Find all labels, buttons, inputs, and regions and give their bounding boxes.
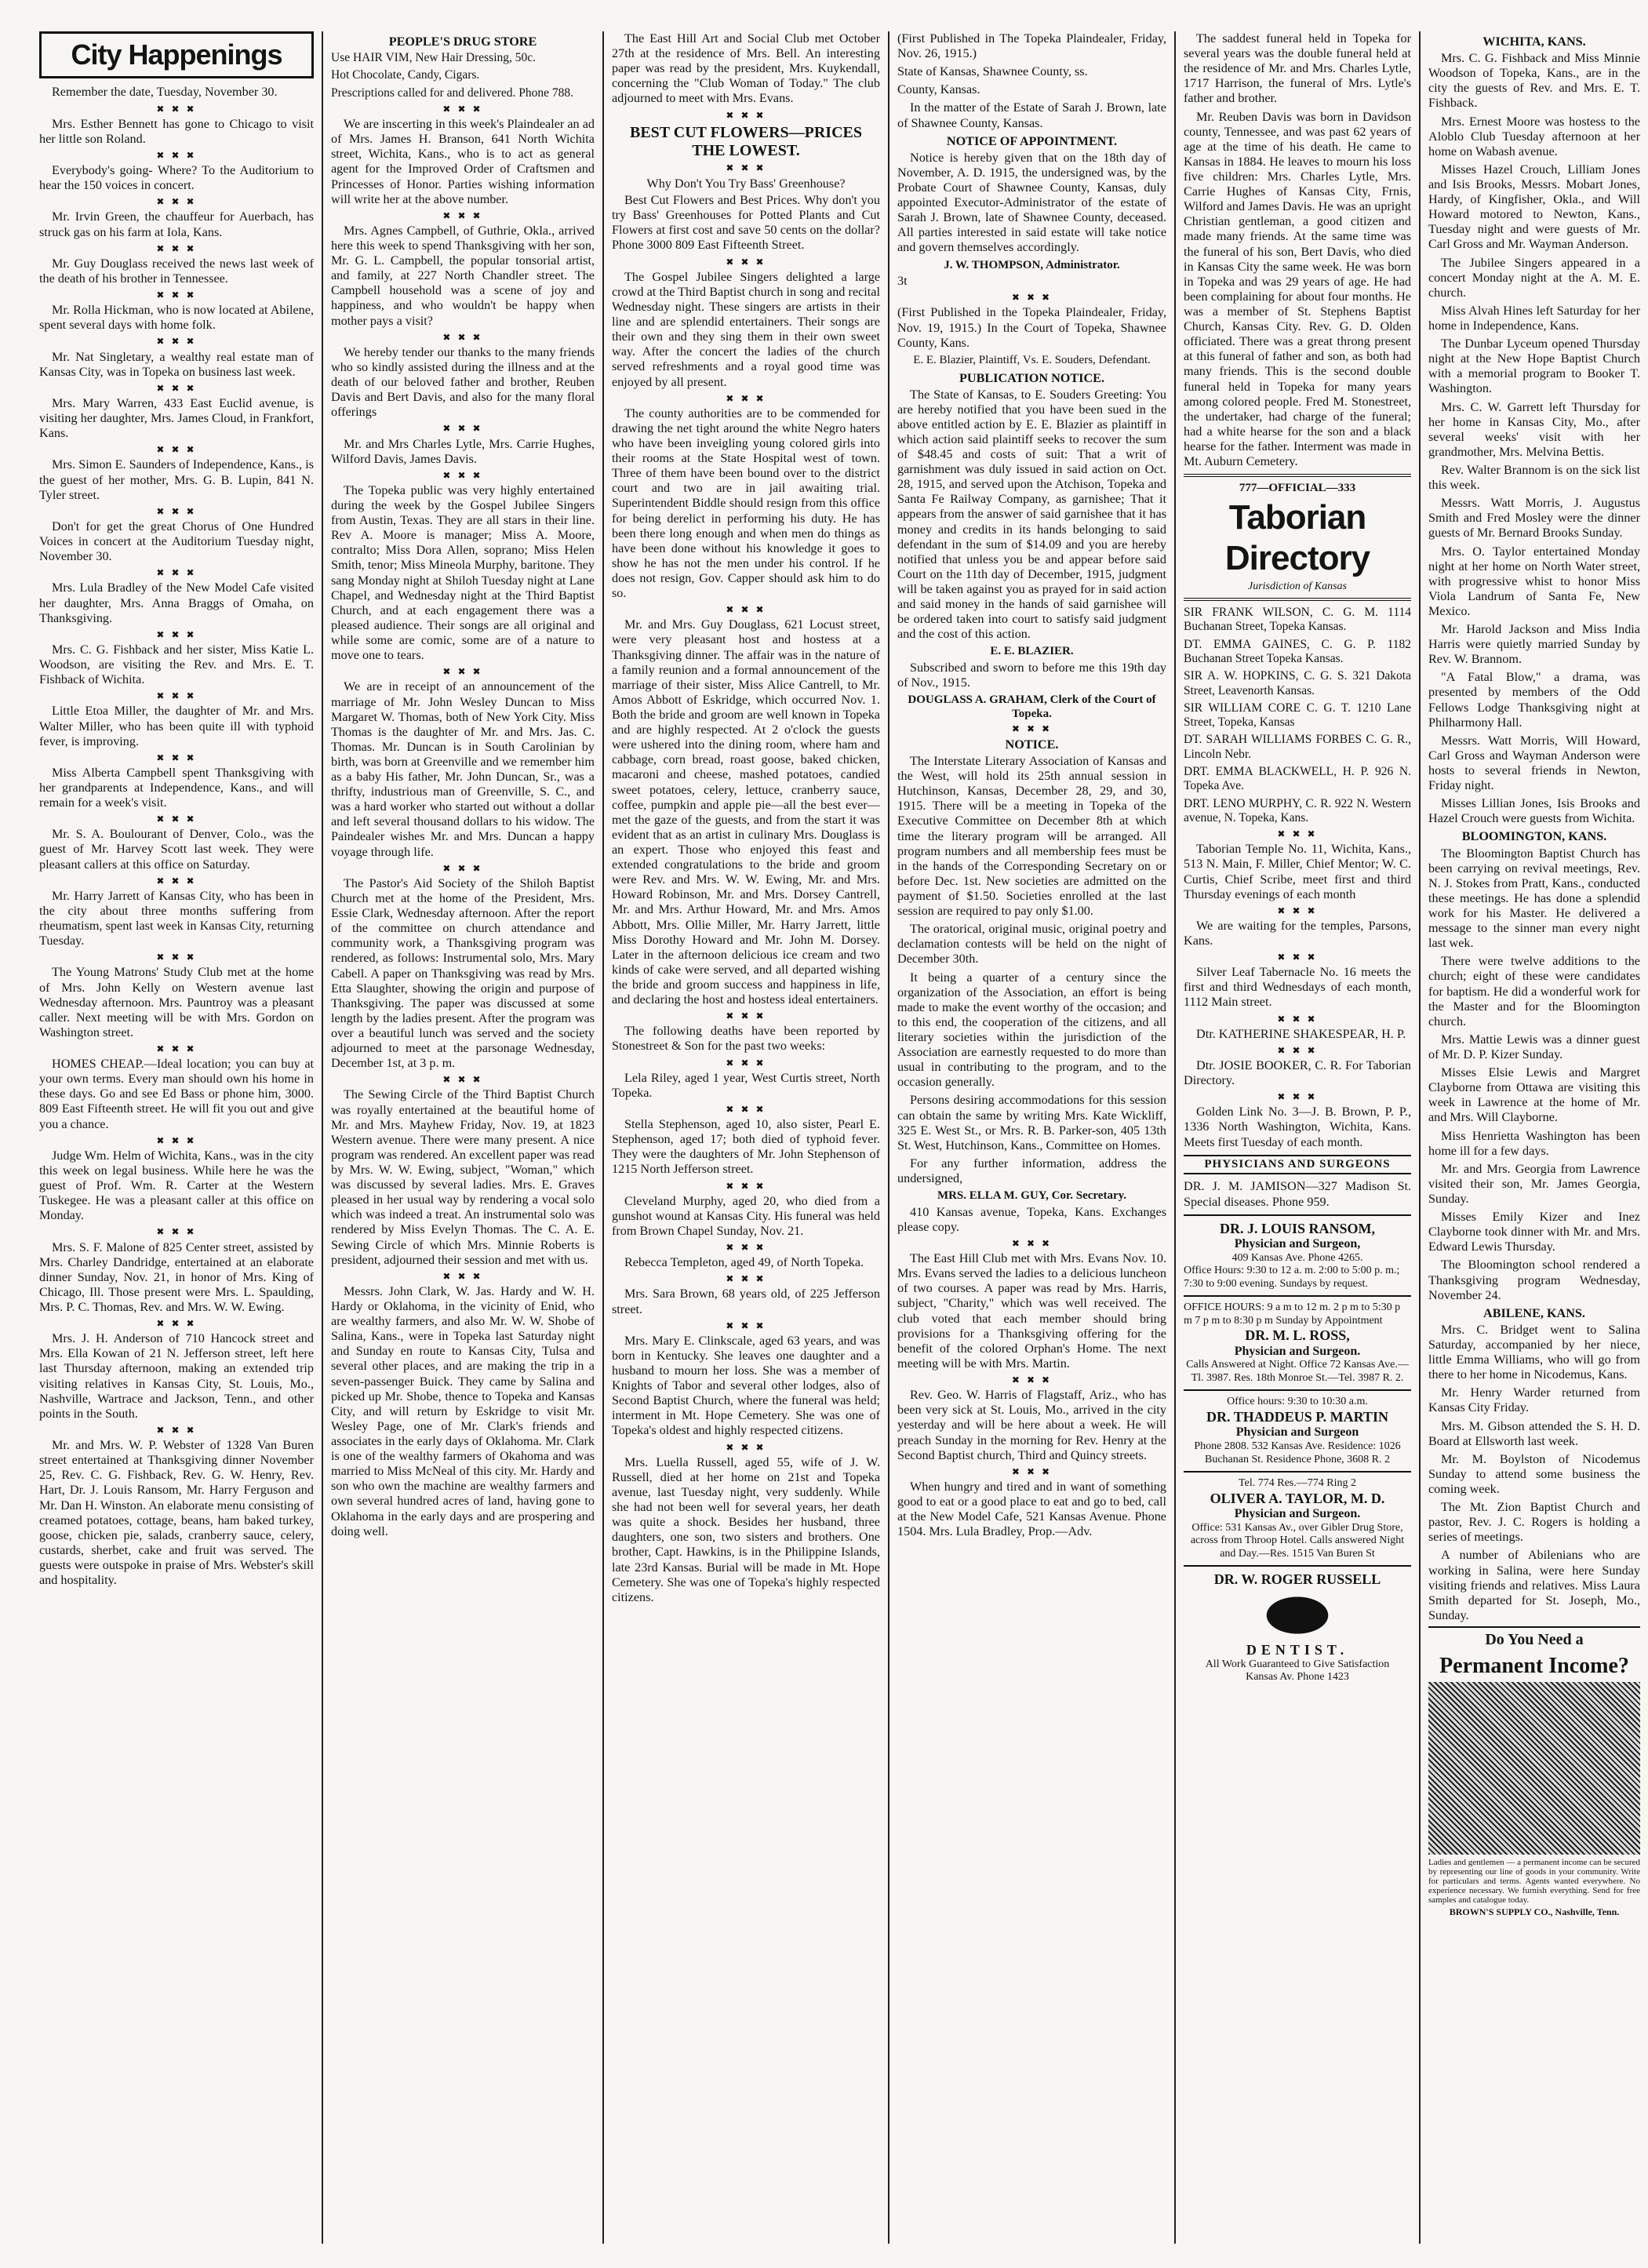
column-4-list xyxy=(897,1251,1166,1539)
column-5-list xyxy=(1184,31,1411,469)
separator: ✖ ✖ ✖ xyxy=(1277,1091,1318,1103)
perm-income-title: Permanent Income? xyxy=(1439,1653,1629,1678)
list-item: Mrs. Sara Brown, 68 years old, of 225 Jefferson street. xyxy=(612,1287,880,1316)
ross-title: Physician and Surgeon. xyxy=(1234,1344,1361,1358)
list-item: SIR FRANK WILSON, C. G. M. 1114 Buchanan Street, Topeka Kansas. xyxy=(1184,606,1411,634)
column-3-list-b xyxy=(612,270,880,1605)
separator: ✖ ✖ ✖ xyxy=(726,1103,766,1115)
ransom-address: 409 Kansas Ave. Phone 4265. xyxy=(1231,1251,1363,1264)
separator: ✖ ✖ ✖ xyxy=(156,814,197,825)
separator: ✖ ✖ ✖ xyxy=(156,242,197,254)
list-item: Taborian Temple No. 11, Wichita, Kans., 513 N. Main, F. Miller, Chief Mentor; W. C. Curtis, Chief Scribe, meet first and third Thursday evenings of each month xyxy=(1184,842,1411,901)
martin-address: Phone 2808. 532 Kansas Ave. Residence: 1026 Buchanan St. Residence Phone, 3608 R. 2 xyxy=(1194,1440,1401,1465)
separator: ✖ ✖ ✖ xyxy=(1011,1237,1053,1249)
notice1-matter: In the matter of the Estate of Sarah J. Brown, late of Shawnee County, Kansas. xyxy=(897,100,1166,130)
list-item: There were twelve additions to the church; eight of these were candidates for baptism. He did a wonderful work for the Master and for the Bloomington church. xyxy=(1428,954,1640,1028)
separator: ✖ ✖ ✖ xyxy=(156,567,197,579)
separator: ✖ ✖ ✖ xyxy=(442,469,483,481)
separator: ✖ ✖ ✖ xyxy=(1277,1044,1318,1056)
list-item: Rev. Geo. W. Harris of Flagstaff, Ariz., who has been very sick at St. Louis, Mo., arrived in the city yesterday and will be here about a week. He will preach Sunday in the morning for Rev. Henry at the Second Baptist church, Third and Quincy streets. xyxy=(897,1388,1166,1462)
russell-name: DR. W. ROGER RUSSELL xyxy=(1213,1571,1381,1588)
list-item: Rebecca Templeton, aged 49, of North Topeka. xyxy=(624,1255,864,1270)
separator: ✖ ✖ ✖ xyxy=(1011,1374,1053,1386)
ad-peoples-drug-store-body xyxy=(331,51,595,100)
notice2-parties: E. E. Blazier, Plaintiff, Vs. E. Souders, Defendant. xyxy=(913,353,1151,366)
column-2 xyxy=(323,31,604,2244)
bloomington-list xyxy=(1428,846,1640,1303)
list-item: Don't for get the great Chorus of One Hundred Voices in concert at the Auditorium Tuesday night, November 30. xyxy=(39,519,314,564)
column-2-list xyxy=(331,117,595,1539)
list-item: Use HAIR VIM, New Hair Dressing, 50c. xyxy=(331,51,537,65)
notice1-signature: J. W. THOMPSON, Administrator. xyxy=(944,258,1120,271)
perm-income-text: Ladies and gentlemen — a permanent income can be secured by representing our line of goods in your community. Write for particulars and terms. Agents wanted everywhere. No experience necessary. We furnish everything. Send for free samples and catalogue today. xyxy=(1428,1857,1640,1905)
list-item: SIR WILLIAM CORE C. G. T. 1210 Lane Street, Topeka, Kansas xyxy=(1184,701,1411,730)
separator: ✖ ✖ ✖ xyxy=(726,256,766,268)
separator: ✖ ✖ ✖ xyxy=(1277,952,1318,963)
list-item: Mr. Harold Jackson and Miss India Harris were quietly married Sunday by Rev. W. Brannom. xyxy=(1428,622,1640,667)
list-item: Mrs. C. G. Fishback and her sister, Miss Katie L. Woodson, are visiting the Rev. and Mrs. E. T. Fishback of Wichita. xyxy=(39,642,314,687)
list-item: Mrs. J. H. Anderson of 710 Hancock street and Mrs. Ella Kowan of 21 N. Jefferson street, left here last Thursday afternoon, making an extended trip visiting relatives in Kansas City, St. Louis, Mo., Nashville, Wartrace and Jackson, Tenn., and other points in the South. xyxy=(39,1331,314,1421)
russell-title: DENTIST. xyxy=(1246,1641,1349,1658)
separator: ✖ ✖ ✖ xyxy=(726,109,766,121)
list-item: The Young Matrons' Study Club met at the home of Mrs. John Kelly on Western avenue last Wednesday afternoon. Mrs. Pauntroy was a pleasant caller. Next meeting will be with Mrs. Gordon on Washington street. xyxy=(39,965,314,1039)
list-item: The Bloomington Baptist Church has been carrying on revival meetings, Rev. N. J. Stokes from Pratt, Kans., conducted these meetings. He has done a splendid work for his Master. He delivered a message to the sinner man every night last wek. xyxy=(1428,846,1640,951)
list-item: Golden Link No. 3—J. B. Brown, P. P., 1336 North Washington, Wichita, Kans. Meets first Tuesday of each month. xyxy=(1184,1105,1411,1149)
separator: ✖ ✖ ✖ xyxy=(156,336,197,348)
list-item: Persons desiring accommodations for this session can obtain the same by writing Mrs. Kate Wickliff, 325 E. West St., or Mrs. R. B. Parker-son, 405 13th St. West, Hutchinson, Kans., Committee on Homes. xyxy=(897,1093,1166,1152)
list-item: A number of Abilenians who are working in Salina, were here Sunday visiting friends and relatives. Miss Laura Smith departed for St. Joseph, Mo., Sunday. xyxy=(1428,1548,1640,1622)
separator: ✖ ✖ ✖ xyxy=(442,1270,483,1282)
list-item: Mr. S. A. Boulourant of Denver, Colo., was the guest of Mr. Harvey Scott last week. They were pleasant callers at this office on Saturday. xyxy=(39,827,314,872)
list-item: Prescriptions called for and delivered. Phone 788. xyxy=(331,86,574,100)
list-item: The Mt. Zion Baptist Church and pastor, Rev. J. C. Rogers is holding a series of meetings. xyxy=(1428,1500,1640,1545)
list-item: Judge Wm. Helm of Wichita, Kans., was in the city this week on legal business. While here he was the guest of Prof. Wm. R. Carter at the Western Tuskegee. He was a pleasant caller at this office on Monday. xyxy=(39,1148,314,1223)
list-item: SIR A. W. HOPKINS, C. G. S. 321 Dakota Street, Leavenorth Kansas. xyxy=(1184,669,1411,697)
divider xyxy=(1184,1565,1411,1567)
taylor-title: Physician and Surgeon. xyxy=(1234,1506,1361,1520)
list-item: When hungry and tired and in want of something good to eat or a good place to eat and go to bed, call at the New Model Cafe, 521 Kansas Avenue. Phone 1504. Mrs. Lula Bradley, Prop.—Adv. xyxy=(897,1479,1166,1539)
list-item: Mrs. Lula Bradley of the New Model Cafe visited her daughter, Mrs. Anna Braggs of Omaha, on Thanksgiving. xyxy=(39,581,314,625)
list-item: Mrs. Mattie Lewis was a dinner guest of Mr. D. P. Kizer Sunday. xyxy=(1428,1032,1640,1061)
bloomington-heading: BLOOMINGTON, KANS. xyxy=(1461,829,1607,844)
separator: ✖ ✖ ✖ xyxy=(726,1242,766,1254)
separator: ✖ ✖ ✖ xyxy=(156,1424,197,1436)
separator: ✖ ✖ ✖ xyxy=(156,875,197,886)
flowers-ad-body: Best Cut Flowers and Best Prices. Why don't you try Bass' Greenhouses for Potted Plants and Cut Flowers at first cost and save 50 cents on the dollar? Phone 3000 809 East Fifteenth Street. xyxy=(612,193,880,253)
list-item: Miss Alvah Hines left Saturday for her home in Independence, Kans. xyxy=(1428,303,1640,333)
list-item: The saddest funeral held in Topeka for several years was the double funeral held at the residence of Mr. and Mrs. Charles Lytle, 1717 Harrison, the funeral of Mrs. Lytle's father and brother. xyxy=(1184,31,1411,106)
taborian-number: 777—OFFICIAL—333 xyxy=(1239,482,1356,495)
list-item: The Dunbar Lyceum opened Thursday night at the New Hope Baptist Church with a memorial program to Booker T. Washington. xyxy=(1428,337,1640,396)
list-item: Miss Alberta Campbell spent Thanksgiving with her grandparents at Independence, Kans., and will remain for a week's visit. xyxy=(39,765,314,810)
list-item: Mrs. O. Taylor entertained Monday night at her home on North Water street, with progressive whist to honor Miss Viola Landrum of Santa Fe, New Mexico. xyxy=(1428,544,1640,618)
jamison-listing: DR. J. M. JAMISON—327 Madison St. Special diseases. Phone 959. xyxy=(1184,1179,1411,1209)
list-item: Dtr. JOSIE BOOKER, C. R. For Taborian Directory. xyxy=(1184,1058,1411,1088)
ransom-title: Physician and Surgeon, xyxy=(1234,1236,1361,1250)
list-item: Dtr. KATHERINE SHAKESPEAR, H. P. xyxy=(1196,1026,1406,1041)
list-item: Little Etoa Miller, the daughter of Mr. and Mrs. Walter Miller, who has been quite ill with typhoid fever, is improving. xyxy=(39,704,314,748)
list-item: The Jubilee Singers appeared in a concert Monday night at the A. M. E. church. xyxy=(1428,255,1640,300)
ad-peoples-drug-store-title: PEOPLE'S DRUG STORE xyxy=(388,35,537,49)
notice2-subscribed: Subscribed and sworn to before me this 19th day of Nov., 1915. xyxy=(897,661,1166,690)
wichita-list xyxy=(1428,51,1640,826)
list-item: Mrs. Mary E. Clinkscale, aged 63 years, and was born in Kentucky. She leaves one daughter and a husband to mourn her loss. She was a member of Knights of Tabor and several other lodges, also of Second Baptist Church, where the funeral was held; interment in Mt. Hope Cemetery. She was one of Topeka's oldest and highly respected citizens. xyxy=(612,1333,880,1438)
column-6 xyxy=(1421,31,1648,2244)
list-item: Misses Lillian Jones, Isis Brooks and Hazel Crouch were guests from Wichita. xyxy=(1428,796,1640,826)
city-happenings-list xyxy=(39,85,314,1588)
list-item: Remember the date, Tuesday, November 30. xyxy=(52,85,278,100)
separator: ✖ ✖ ✖ xyxy=(156,690,197,702)
separator: ✖ ✖ ✖ xyxy=(1277,905,1318,916)
list-item: The Pastor's Aid Society of the Shiloh Baptist Church met at the home of the President, Mrs. Essie Clark, Wednesday afternoon. After the report of the committee on church attendance and community work, a Thanksgiving program was rendered, as follows: Instrumental solo, Mrs. Mary Cabell. A paper on Thanksgiving was read by Mrs. Etta Slaughter, showing the origin and purpose of Thanksgiving. The paper was discussed at some length by the ladies present. After the program was over a beautiful lunch was served and the society adjourned to meet at the parsonage Wednesday, December 1st, at 3 p. m. xyxy=(331,876,595,1071)
list-item: Mr. and Mrs Charles Lytle, Mrs. Carrie Hughes, Wilford Davis, James Davis. xyxy=(331,436,595,466)
list-item: HOMES CHEAP.—Ideal location; you can buy at your own terms. Every man should own his home in these days. Go and see Ed Bass or phone him, 3000. 809 East Fifteenth street. He will fit you out and give you a chance. xyxy=(39,1057,314,1131)
notice2-title: PUBLICATION NOTICE. xyxy=(959,370,1104,385)
separator: ✖ ✖ ✖ xyxy=(1011,1465,1053,1477)
separator: ✖ ✖ ✖ xyxy=(1277,828,1318,840)
martin-name: DR. THADDEUS P. MARTIN xyxy=(1206,1408,1388,1425)
list-item: We are waiting for the temples, Parsons, Kans. xyxy=(1184,918,1411,948)
notice1-st: 3t xyxy=(897,274,908,289)
list-item: DT. EMMA GAINES, C. G. P. 1182 Buchanan Street Topeka Kansas. xyxy=(1184,637,1411,666)
taylor-ad xyxy=(1184,1477,1411,1560)
list-item: Mr. and Mrs. Georgia from Lawrence visited their son, Mr. James Georgia, Sunday. xyxy=(1428,1161,1640,1206)
column-3 xyxy=(604,31,889,2244)
list-item: The Bloomington school rendered a Thanksgiving program Wednesday, November 24. xyxy=(1428,1258,1640,1302)
list-item: Mrs. C. W. Garrett left Thursday for her home in Kansas City, Mo., after several weeks' visit with her grandmother, Mrs. Melvina Bettis. xyxy=(1428,399,1640,459)
divider xyxy=(1184,1295,1411,1297)
list-item: Mr. Irvin Green, the chauffeur for Auerbach, has struck gas on his farm at Iola, Kans. xyxy=(39,209,314,239)
tooth-icon xyxy=(1258,1592,1337,1639)
list-item: Mrs. Luella Russell, aged 55, wife of J. W. Russell, died at her home on 21st and Topeka avenue, last Tuesday night, very suddenly. While she had not been well for several years, her death was quite a shock. Besides her husband, three daughters, one son, two sisters and brothers. One brother, Capt. Hawkins, is in the Philippine Islands, late 23rd Kansas. Burial will be made in Mt. Hope Cemetery. She was one of Topeka's highly respected citizens. xyxy=(612,1454,880,1604)
list-item: Everybody's going- Where? To the Auditorium to hear the 150 voices in concert. xyxy=(39,163,314,193)
notice2-clerk: DOUGLASS A. GRAHAM, Clerk of the Court of Topeka. xyxy=(908,694,1156,721)
list-item: Hot Chocolate, Candy, Cigars. xyxy=(331,68,480,82)
taborian-body xyxy=(1184,842,1411,1149)
list-item: The Interstate Literary Association of Kansas and the West, will hold its 25th annual session in Hutchinson, Kansas, December 28, 29, and 30, 1915. There will be a meeting in Topeka of the Executive Committee on December 8th at which time the literary program will be arranged. All program numbers and all membership fees must be in the hands of the Corresponding Secretary on or before Dec. 1st. New societies are admitted on the payment of $1.50. Societies enrolled at the last session are required to pay only $1.00. xyxy=(897,754,1166,919)
list-item: Mrs. C. Bridget went to Salina Saturday, accompanied by her niece, little Emma Williams, who will go from there to her home in Nicodemus, Kans. xyxy=(1428,1322,1640,1382)
perm-income-pretitle: Do You Need a xyxy=(1428,1626,1640,1650)
column-5 xyxy=(1176,31,1421,2244)
column-1 xyxy=(31,31,323,2244)
list-item: Mrs. Agnes Campbell, of Guthrie, Okla., arrived here this week to spend Thanksgiving with her son, Mr. G. L. Campbell, the popular tonsorial artist, and family, at 227 North Chandler street. The Campbell household was a scene of joy and happiness, and who wouldn't be happy when mother pays a visit? xyxy=(331,223,595,328)
ross-name: DR. M. L. ROSS, xyxy=(1245,1327,1350,1344)
list-item: Misses Emily Kizer and Inez Clayborne took dinner with Mr. and Mrs. Edward Lewis Thursday. xyxy=(1428,1210,1640,1254)
divider xyxy=(1184,1389,1411,1391)
list-item: Stella Stephenson, aged 10, also sister, Pearl E. Stephenson, aged 17; both died of typhoid fever. They were the daughters of Mr. John Stephenson of 1215 North Jefferson street. xyxy=(612,1117,880,1177)
notice1-body: Notice is hereby given that on the 18th day of November, A. D. 1915, the undersigned was, by the Probate Court of Shawnee County, Kansas, duly appointed Executor-Administrator of the estate of Sarah J. Brown, late of Shawnee County, deceased. All parties interested in said estate will take notice and govern themselves accordingly. xyxy=(897,150,1166,255)
list-item: We are inscerting in this week's Plaindealer an ad of Mrs. James H. Branson, 641 North Wichita street, Wichita, Kans., who is to act as general agent for the Improved Order of Craftsmen and Princesses of Honor. Parties wishing information will write her at the above number. xyxy=(331,117,595,206)
list-item: The Gospel Jubilee Singers delighted a large crowd at the Third Baptist church in song and recital Wednesday night. These singers are artists in their line and are splendid entertainers. Their songs are their own and they sing them in their own sweet way. After the concert the ladies of the church served refreshments and a royal good time was enjoyed by all present. xyxy=(612,269,880,389)
list-item: The county authorities are to be commended for drawing the net tight around the white Negro haters who have been inveigling young colored girls into their rooms at the State Hospital west of town. Three of them have been bound over to the district court and two are in jail awaiting trial. Superintendent Biddle should resign from this office for being derelict in performing his duty. He has been there long enough and when men do things as have been done without his knowledge it goes to show he has not the men under his control. If he does not resign, Gov. Capper should ask him to do so. xyxy=(612,406,880,601)
separator: ✖ ✖ ✖ xyxy=(726,1273,766,1285)
separator: ✖ ✖ ✖ xyxy=(442,666,483,678)
wichita-heading: WICHITA, KANS. xyxy=(1482,35,1586,49)
separator: ✖ ✖ ✖ xyxy=(156,1318,197,1330)
list-item: DRT. LENO MURPHY, C. R. 922 N. Western avenue, N. Topeka, Kans. xyxy=(1184,796,1411,825)
list-item: Mrs. S. F. Malone of 825 Center street, assisted by Mrs. Charley Dandridge, entertained at an elaborate dinner Sunday, Nov. 21, in honor of Mrs. King of Chicago, Ill. Those present were Mrs. L. Spaulding, Mrs. P. C. Thomas, Rev. and Mrs. W. W. Ewing. xyxy=(39,1240,314,1314)
notice3-title: NOTICE. xyxy=(1005,737,1059,752)
list-item: Mr. Nat Singletary, a wealthy real estate man of Kansas City, was in Topeka on business last week. xyxy=(39,349,314,379)
separator: ✖ ✖ ✖ xyxy=(156,1134,197,1146)
ross-calls: Calls Answered at Night. Office 72 Kansas Ave.—Tl. 3987. Res. 18th Monroe St.—Tel. 3987 R. 2. xyxy=(1186,1359,1409,1384)
divider xyxy=(1184,1214,1411,1216)
list-item: Mr. Reuben Davis was born in Davidson county, Tennessee, and was past 62 years of age at the time of his death. He came to Kansas in 1884. He leaves to mourn his loss five children: Mrs. Charles Lytle, Mrs. Carrie Hughes of Kansas City, Frnis, Wilford and James Davis. He was an upright Christian gentleman, a good citizen and made many friends. At the same time was the funeral of his son, Bert Davis, who died in Kansas City the same week. He was born in Topeka and was 29 years of age. He had been complaining for about four months. He was a member of St. Stephens Baptist Church, Kansas City. Rev. G. D. Olden officiated. There was a great throng present at this funeral of father and son, as both had many friends. This is the second double funeral held in Topeka for many years among colored people. Fred M. Stonestreet, the undertaker, had charge of the funeral; had a white hearse for the son and a black hearse for the father. Interment was made in Mt. Auburn Cemetery. xyxy=(1184,109,1411,469)
separator: ✖ ✖ ✖ xyxy=(726,1010,766,1022)
notice1-county: County, Kansas. xyxy=(897,82,980,97)
column-4 xyxy=(889,31,1176,2244)
abilene-list xyxy=(1428,1323,1640,1623)
flowers-ad-heading: BEST CUT FLOWERS—PRICES THE LOWEST. xyxy=(629,123,862,160)
separator: ✖ ✖ ✖ xyxy=(156,752,197,763)
list-item: Mr. Harry Jarrett of Kansas City, who has been in the city about three months suffering from rheumatism, spent last week in Kansas City, returning Tuesday. xyxy=(39,888,314,948)
separator: ✖ ✖ ✖ xyxy=(442,103,483,115)
list-item: Mr. and Mrs. Guy Douglass, 621 Locust street, were very pleasant host and hostess at a Thanksgiving dinner. The affair was in the nature of a family reunion and a formal announcement of the marriage of their sister, Miss Alice Cantrell, to Mr. Amos Abbott of Eskridge, which occurred Nov. 1. Both the bride and groom are well known in Topeka and are highly respected. At 2 o'clock the guests were ushered into the dining room, where ham and cabbage, corn bread, roast goose, baked chicken, macaroni and cheese, mashed potatoes, candied sweet potatoes, celery, lettuce, cranberry sauce, coffee, pumpkin and apple pie—all the best ever—met the gaze of the guests, and from the start it was evident that as an artist in culinary Mrs. Douglass is an expert. Those who enjoyed this feast and extended congratulations to the bride and groom were Rev. and Mrs. W. W. Ewing, Mr. and Mrs. Howard Robinson, Mr. and Mrs. Dorsey Cantrell, Mr. and Mrs. Arthur Howard, Mr. and Mrs. Amos Abbott, Mrs. Ollie Miller, Mr. Harry Jarrett, little Miss Dorothy Howard and Mr. John M. Dorsey. Later in the afternoon delicious ice cream and two kinds of cake were served, and all departed wishing the bride and groom success and happiness in life, and declaring the host and hostess ideal entertainers. xyxy=(612,617,880,1007)
list-item: The Sewing Circle of the Third Baptist Church was royally entertained at the beautiful home of Mr. and Mrs. Mayhew Friday, Nov. 19, at 1823 Western avenue. There were many present. A nice program was rendered. An excellent paper was read by Mrs. W. W. Ewing, subject, "Woman," which was discussed by several ladies. Mrs. E. Graves pleased in her usual way by rendering a vocal solo which was indeed a treat. An instrumental solo was rendered by Miss Evelyn Thomas. The C. A. E. Sewing Circle of which Mrs. Minnie Roberts is president, adjourned their session and met with us. xyxy=(331,1087,595,1267)
notice3-signature: MRS. ELLA M. GUY, Cor. Secretary. xyxy=(937,1189,1127,1203)
taylor-tel: Tel. 774 Res.—774 Ring 2 xyxy=(1239,1477,1356,1490)
ross-hours: OFFICE HOURS: 9 a m to 12 m. 2 p m to 5:30 p m 7 p m to 8:30 p m Sunday by Appointment xyxy=(1184,1301,1401,1327)
abilene-heading: ABILENE, KANS. xyxy=(1483,1305,1585,1320)
ross-ad xyxy=(1184,1301,1411,1385)
list-item: Rev. Walter Brannom is on the sick list this week. xyxy=(1428,462,1640,493)
taborian-title: Taborian Directory xyxy=(1224,497,1370,577)
list-item: Messrs. John Clark, W. Jas. Hardy and W. H. Hardy or Oklahoma, in the vicinity of Enid, who are wealthy farmers, and also Mr. W. W. Shobe of Salina, Kans., were in Topeka last Saturday night and Sunday en route to Kansas City, Tulsa and several other places, and are making the trip in a seven-passenger Buick. They came by Salina and picked up Mr. Shobe, thence to Topeka and Kansas City, and will return by Eskridge to visit Mr. Wesley Page, one of Mr. Clark's friends and associates in the early days of Oklahoma. Mr. Clark is one of the wealthy farmers of Okahoma and was married to Miss McNeal of this city. Mr. Hardy and son who own the machine are wealthy farmers and own several hundred acres of land, having gone to Oklahoma in the early days and are prospering and doing well. xyxy=(331,1283,595,1538)
taborian-subtitle: Jurisdiction of Kansas xyxy=(1247,580,1347,592)
separator: ✖ ✖ ✖ xyxy=(1011,723,1053,734)
list-item: Messrs. Watt Morris, Will Howard, Carl Gross and Wayman Anderson were hosts to several friends in Newton, Friday night. xyxy=(1428,733,1640,793)
separator: ✖ ✖ ✖ xyxy=(156,444,197,456)
list-item: DT. SARAH WILLIAMS FORBES C. G. R., Lincoln Nebr. xyxy=(1184,733,1411,761)
divider xyxy=(1184,1471,1411,1473)
list-item: Mrs. C. G. Fishback and Miss Minnie Woodson of Topeka, Kans., are in the city the guests of Rev. and Mrs. E. T. Fishback. xyxy=(1428,51,1640,111)
list-item: Mr. Rolla Hickman, who is now located at Abilene, spent several days with home folk. xyxy=(39,303,314,333)
separator: ✖ ✖ ✖ xyxy=(442,1074,483,1086)
notice3-body xyxy=(897,754,1166,1186)
separator: ✖ ✖ ✖ xyxy=(156,149,197,161)
separator: ✖ ✖ ✖ xyxy=(442,331,483,343)
list-item: "A Fatal Blow," a drama, was presented by members of the Odd Fellows Lodge Thanksgiving night at Philharmony Hall. xyxy=(1428,670,1640,730)
list-item: DRT. EMMA BLACKWELL, H. P. 926 N. Topeka Ave. xyxy=(1184,765,1411,793)
notice1-pub: (First Published in The Topeka Plaindealer, Friday, Nov. 26, 1915.) xyxy=(897,31,1166,61)
separator: ✖ ✖ ✖ xyxy=(726,1180,766,1192)
separator: ✖ ✖ ✖ xyxy=(1277,1013,1318,1025)
separator: ✖ ✖ ✖ xyxy=(156,289,197,301)
martin-hours: Office hours: 9:30 to 10:30 a.m. xyxy=(1227,1396,1368,1408)
russell-ad xyxy=(1184,1571,1411,1684)
list-item: Lela Riley, aged 1 year, West Curtis street, North Topeka. xyxy=(612,1070,880,1100)
list-item: Cleveland Murphy, aged 20, who died from a gunshot wound at Kansas City. His funeral was held from Brown Chapel Sunday, Nov. 21. xyxy=(612,1193,880,1238)
separator: ✖ ✖ ✖ xyxy=(726,1441,766,1453)
list-item: Mrs. M. Gibson attended the S. H. D. Board at Ellsworth last week. xyxy=(1428,1418,1640,1448)
notice2-pub: (First Published in the Topeka Plaindealer, Friday, Nov. 19, 1915.) In the Court of Topeka, Shawnee County, Kans. xyxy=(897,305,1166,350)
martin-ad xyxy=(1184,1396,1411,1466)
notice3-address: 410 Kansas avenue, Topeka, Kans. Exchanges please copy. xyxy=(897,1204,1166,1234)
separator: ✖ ✖ ✖ xyxy=(156,382,197,394)
list-item: The oratorical, original music, original poetry and declamation contests will be held on the night of December 30th. xyxy=(897,922,1166,967)
separator: ✖ ✖ ✖ xyxy=(726,604,766,616)
notice2-signature: E. E. BLAZIER. xyxy=(990,645,1074,658)
separator: ✖ ✖ ✖ xyxy=(726,392,766,404)
list-item: The Topeka public was very highly entertained during the week by the Gospel Jubilee Singers from Austin, Texas. They are all stars in their line. Rev A. Moore is manager; Miss A. Moore, contralto; Miss Dora Allen, soprano; Miss Helen Smith, tenor; Miss Mineola Murphy, baritone. They sang Monday night at Shiloh Tuesday night at Lane Chapel, and Wednesday night at the Third Baptist Church, and at each engagement there was a pleased audience. Their songs are all original and while some are comic, some are of a nature to move one to tears. xyxy=(331,482,595,663)
ransom-ad xyxy=(1184,1221,1411,1291)
list-item: Miss Henrietta Washington has been home ill for a few days. xyxy=(1428,1128,1640,1158)
ransom-hours: Office Hours: 9:30 to 12 a. m. 2:00 to 5:00 p. m.; 7:30 to 9:00 evening. Sundays by request. xyxy=(1184,1265,1400,1290)
list-item: Mrs. Simon E. Saunders of Independence, Kans., is the guest of her mother, Mrs. G. B. Lupin, 841 N. Tyler street. xyxy=(39,457,314,502)
list-item: The following deaths have been reported by Stonestreet & Son for the past two weeks: xyxy=(612,1024,880,1054)
separator: ✖ ✖ ✖ xyxy=(442,862,483,874)
separator: ✖ ✖ ✖ xyxy=(1011,292,1053,304)
taylor-name: OLIVER A. TAYLOR, M. D. xyxy=(1210,1490,1385,1506)
separator: ✖ ✖ ✖ xyxy=(442,209,483,221)
list-item: Mr. Henry Warder returned from Kansas City Friday. xyxy=(1428,1385,1640,1415)
separator: ✖ ✖ ✖ xyxy=(726,162,766,173)
separator: ✖ ✖ ✖ xyxy=(156,1226,197,1238)
separator: ✖ ✖ ✖ xyxy=(156,1043,197,1054)
list-item: For any further information, address the undersigned, xyxy=(897,1156,1166,1185)
separator: ✖ ✖ ✖ xyxy=(156,196,197,208)
list-item: Mr. Guy Douglass received the news last week of the death of his brother in Tennessee. xyxy=(39,256,314,286)
list-item: Mr. M. Boylston of Nicodemus Sunday to attend some business the coming week. xyxy=(1428,1451,1640,1496)
separator: ✖ ✖ ✖ xyxy=(726,1057,766,1068)
section-heading-city-happenings: City Happenings xyxy=(39,31,314,78)
ransom-name: DR. J. LOUIS RANSOM, xyxy=(1219,1220,1376,1236)
list-item: Mrs. Mary Warren, 433 East Euclid avenue, is visiting her daughter, Mrs. James Cloud, in Frankfort, Kans. xyxy=(39,395,314,441)
list-item: Misses Hazel Crouch, Lilliam Jones and Isis Brooks, Messrs. Mobart Jones, Hardy, of Kingfisher, Okla., and Will Howard motored to Newton, Kans., Tuesday night and were guests of Mr. Carl Gross and Mr. Wayman Anderson. xyxy=(1428,162,1640,252)
separator: ✖ ✖ ✖ xyxy=(156,505,197,517)
list-item: The East Hill Club met with Mrs. Evans Nov. 10. Mrs. Evans served the ladies to a delicious luncheon of two courses. A paper was read by Mrs. Harris, subject, "Charity," which was well received. The club voted that each member should bring provisions for a Thanksgiving offering for the benefit of the colored Orphan's Home. The next meeting will be with Mrs. Martin. xyxy=(897,1251,1166,1371)
martin-title: Physician and Surgeon xyxy=(1235,1425,1359,1440)
notice2-body: The State of Kansas, to E. Souders Greeting: You are hereby notified that you have been sued in the above entitled action by E. E. Blazier as plaintiff in which action said plaintiff seeks to recover the sum of $48.45 and costs of suit: That a writ of garnishment was duly issued in said action on Oct. 28, 1915, and served upon the Atchison, Topeka and Santa Fe Railway Company, as garnishee; That it appears from the answer of said garnishee that it has money and credits in its hands belonging to said defendant in the sum of $14.09 and you are hereby notified that unless you be and appear before said Court on the 11th day of December, 1915, judgment will be taken against you as prayed for in said action and said money in the hands of said garnishee will be ordered taken into court to satisfy said judgment and the cost of this action. xyxy=(897,387,1166,642)
separator: ✖ ✖ ✖ xyxy=(726,1320,766,1331)
list-item: It being a quarter of a century since the organization of the Association, an effort is being made to make the event worthy of the occasion; and to this end, the cooperation of the citizens, and all literary societies within the jurisdiction of the Association are earnestly requested to do more than usual in contributing to the program, and to the occasion generally. xyxy=(897,970,1166,1090)
flowers-ad-subheading: Why Don't You Try Bass' Greenhouse? xyxy=(646,177,846,191)
separator: ✖ ✖ ✖ xyxy=(442,423,483,435)
list-item: We hereby tender our thanks to the many friends who so kindly assisted during the illness and at the death of our beloved father and brother, Reuben Davis and Bert Davis, and also for the many floral offerings xyxy=(331,344,595,420)
list-item: Misses Elsie Lewis and Margret Clayborne from Ottawa are visiting this week in Lawrence at the home of Mr. and Mrs. Will Clayborne. xyxy=(1428,1065,1640,1125)
russell-sub: All Work Guaranteed to Give Satisfaction xyxy=(1205,1658,1390,1670)
list-item: We are in receipt of an announcement of the marriage of Mr. John Wesley Duncan to Miss Margaret W. Thomas, both of New York City. Miss Thomas is the daughter of Mr. and Mrs. Jas. C. Thomas. Mr. Duncan is in South Carolinian by birth, was born at Greenville and we remember him as a baby His father, Mr. John Duncan, Sr., was a thrifty, industrious man of Greenville, S. C., and was a hard worker who started out without a dollar and left several thousand dollars to his widow. The Paindealer wishes Mr. and Mrs. Duncan a happy voyage through life. xyxy=(331,679,595,859)
physicians-heading: PHYSICIANS AND SURGEONS xyxy=(1184,1155,1411,1175)
list-item: Messrs. Watt Morris, J. Augustus Smith and Fred Mosley were the dinner guests of Mr. Bernard Brooks Sunday. xyxy=(1428,496,1640,541)
ad-illustration xyxy=(1428,1682,1640,1855)
taborian-entries xyxy=(1184,606,1411,825)
list-item: Silver Leaf Tabernacle No. 16 meets the first and third Wednesdays of each month, 1112 Main street. xyxy=(1184,965,1411,1010)
taborian-directory-box xyxy=(1184,474,1411,601)
russell-address: Kansas Av. Phone 1423 xyxy=(1246,1671,1349,1684)
list-item: Mrs. Esther Bennett has gone to Chicago to visit her little son Roland. xyxy=(39,116,314,146)
column-3-list-a xyxy=(612,31,880,107)
list-item: Mrs. Ernest Moore was hostess to the Aloblo Club Tuesday afternoon at her home on Wabash avenue. xyxy=(1428,114,1640,158)
taylor-address: Office: 531 Kansas Av., over Gibler Drug Store, across from Throop Hotel. Calls answered Night and Day.—Res. 1515 Van Buren St xyxy=(1190,1521,1405,1560)
separator: ✖ ✖ ✖ xyxy=(156,103,197,115)
separator: ✖ ✖ ✖ xyxy=(156,628,197,640)
notice1-state: State of Kansas, Shawnee County, ss. xyxy=(897,64,1088,79)
notice1-title: NOTICE OF APPOINTMENT. xyxy=(946,133,1118,148)
separator: ✖ ✖ ✖ xyxy=(156,952,197,963)
list-item: The East Hill Art and Social Club met October 27th at the residence of Mrs. Bell. An interesting paper was read by the president, Mrs. Kuykendall, concerning the "Club Woman of Today." The club adjourned to meet with Mrs. Evans. xyxy=(612,31,880,106)
list-item: Mr. and Mrs. W. P. Webster of 1328 Van Buren street entertained at Thanksgiving dinner November 25, Rev. C. G. Fishback, Rev. G. W. Henry, Rev. Hart, Dr. J. Louis Ransom, Mr. Harry Ferguson and Mr. Dan H. Winston. An elaborate menu consisting of creamed potatoes, cottage, beans, ham baked turkey, goose, chicken pie, salads, cranberry sauce, celery, custards, sherbet, cake and fruit was served. The guests were outspoke in praise of Mrs. Webster's skill and hospitality. xyxy=(39,1438,314,1588)
perm-income-footer: BROWN'S SUPPLY CO., Nashville, Tenn. xyxy=(1449,1906,1620,1918)
